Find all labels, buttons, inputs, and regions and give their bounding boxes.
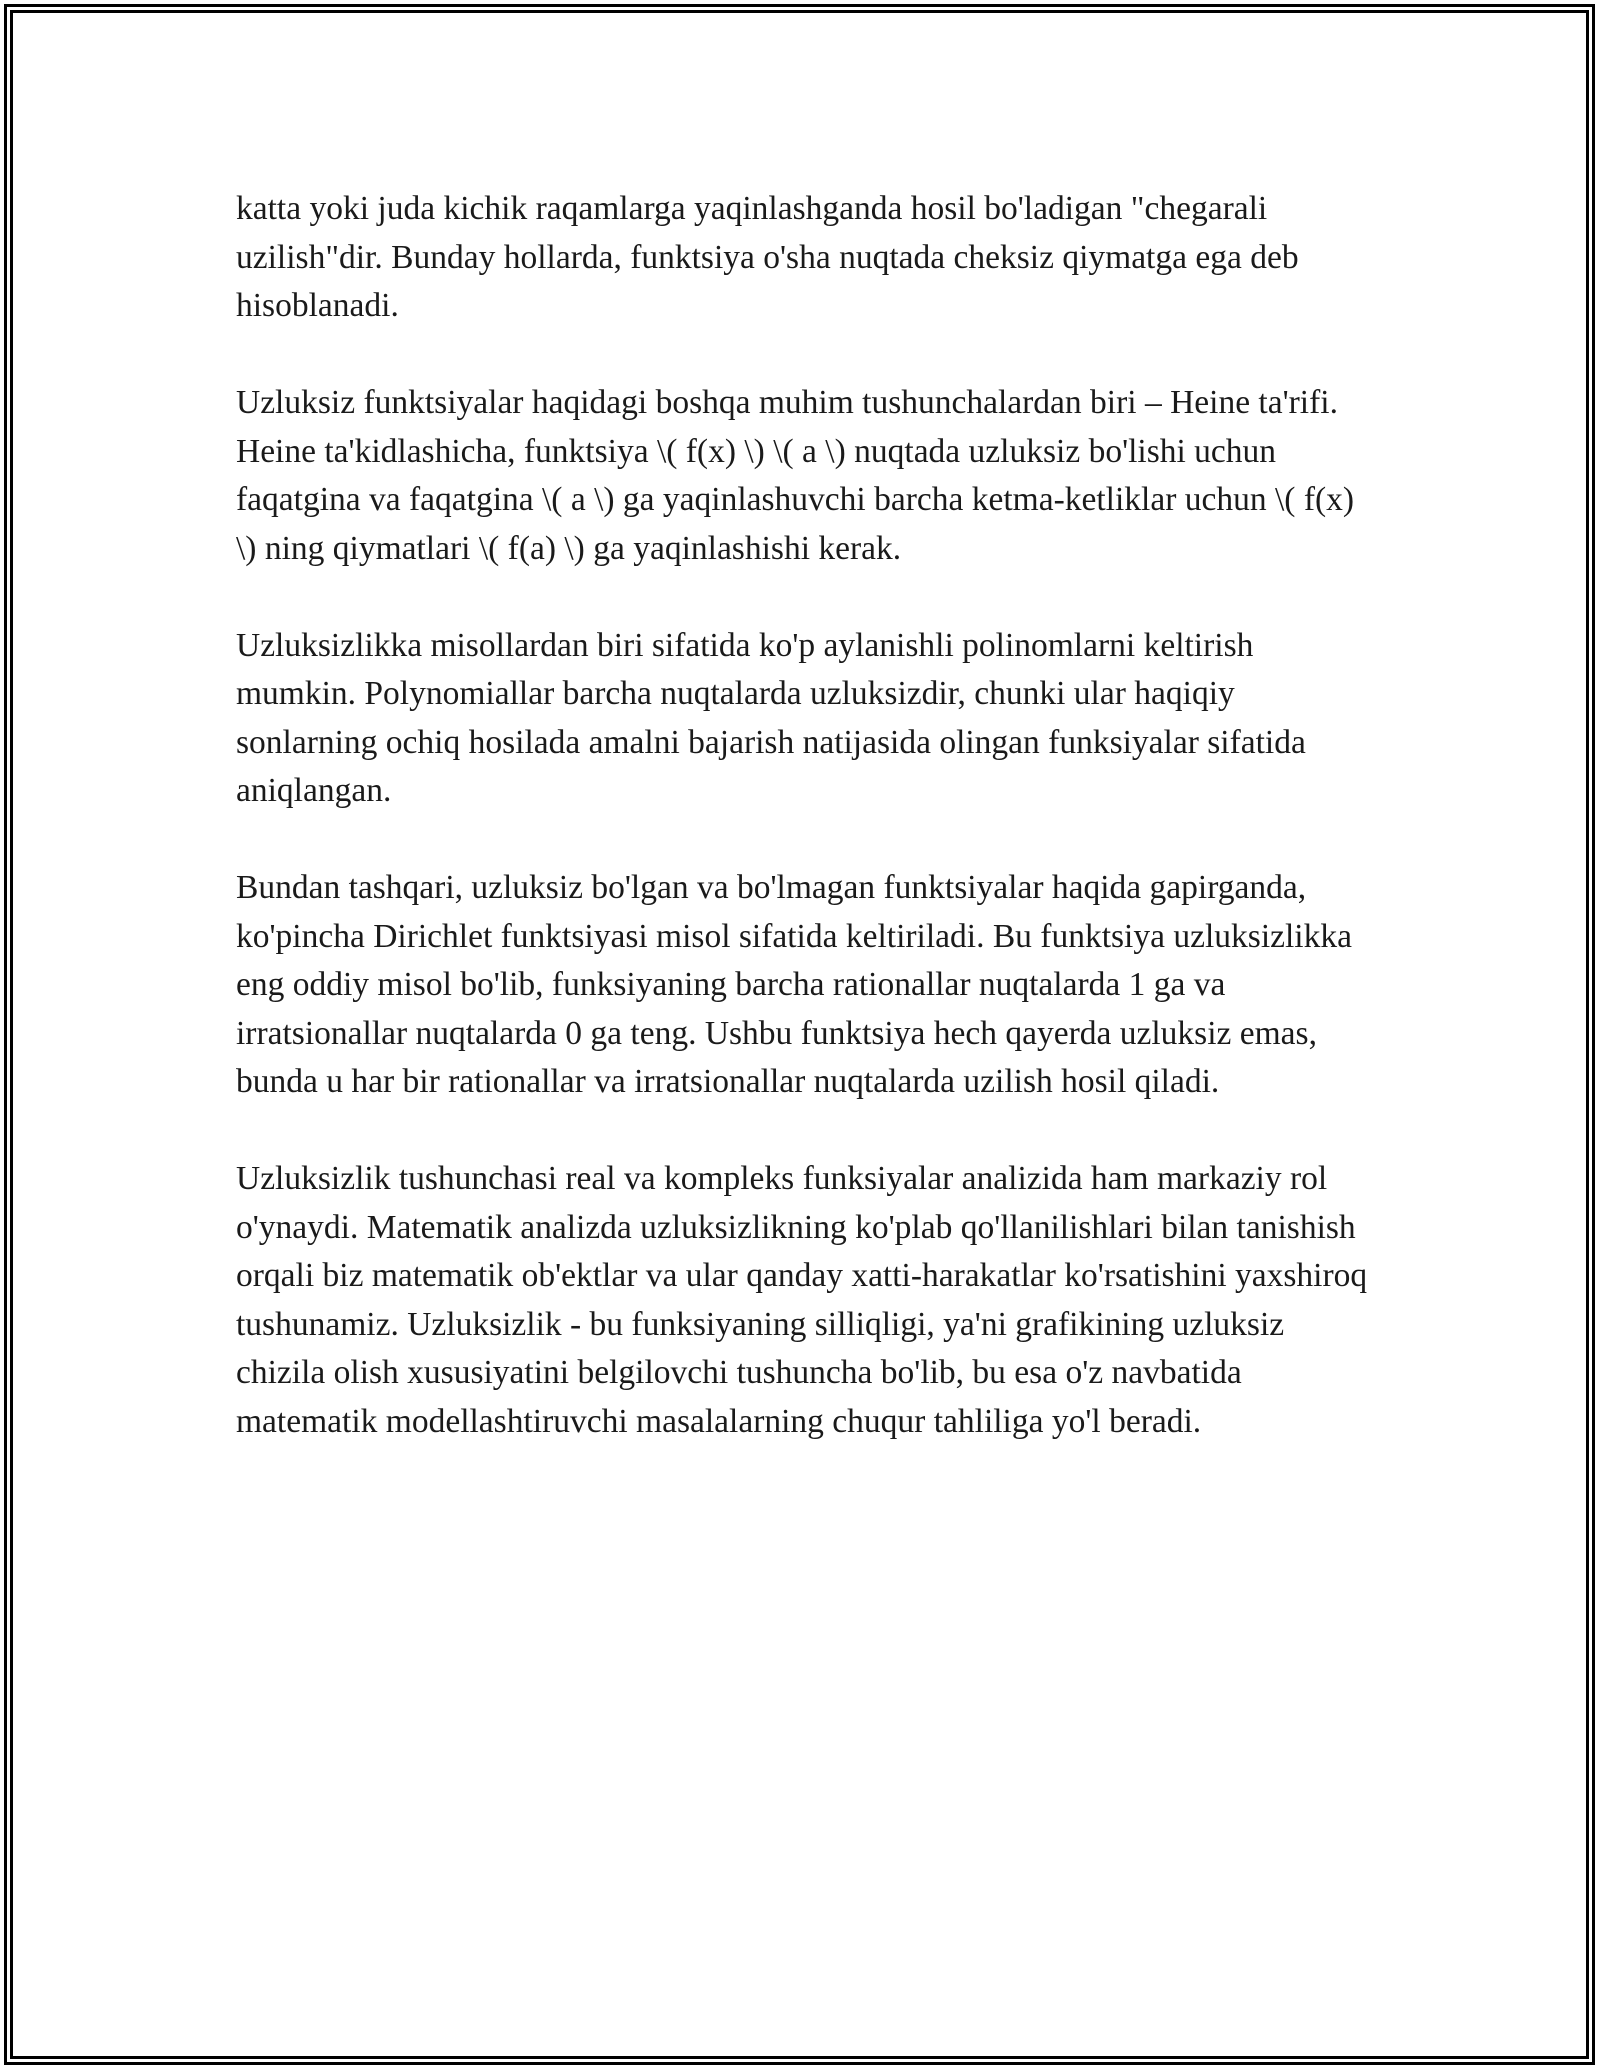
paragraph-5: Uzluksizlik tushunchasi real va kompleks funksiyalar analizida ham markaziy rol o'ynaydi. Matematik analizda uzluksizlikning ko'plab qo'llanilishlari bilan tanishish orqali biz matematik ob'ektlar va ular qanday xatti-harakatlar ko'rsatishini yaxshiroq tushunamiz. Uzluksizlik - bu funksiyaning silliqligi, ya'ni grafikining uzluksiz chizila olish xususiyatini belgilovchi tushuncha bo'lib, bu esa o'z navbatida matematik modellashtiruvchi masalalarning chuqur tahliliga yo'l beradi. <box>236 1160 1368 1440</box>
document-body <box>236 185 1376 1495</box>
paragraph-2: Uzluksiz funktsiyalar haqidagi boshqa muhim tushunchalardan biri – Heine ta'rifi. Heine ta'kidlashicha, funktsiya \( f(x) \) \( a \) nuqtada uzluksiz bo'lishi uchun faqatgina va faqatgina \( a \) ga yaqinlashuvchi barcha ketma-ketliklar uchun \( f(x) \) ning qiymatlari \( f(a) \) ga yaqinlashishi kerak. <box>236 384 1355 567</box>
paragraph-4: Bundan tashqari, uzluksiz bo'lgan va bo'lmagan funktsiyalar haqida gapirganda, ko'pincha Dirichlet funktsiyasi misol sifatida keltiriladi. Bu funktsiya uzluksizlikka eng oddiy misol bo'lib, funksiyaning barcha rationallar nuqtalarda 1 ga va irratsionallar nuqtalarda 0 ga teng. Ushbu funktsiya hech qayerda uzluksiz emas, bunda u har bir rationallar va irratsionallar nuqtalarda uzilish hosil qiladi. <box>236 869 1352 1100</box>
paragraph-3: Uzluksizlikka misollardan biri sifatida ko'p aylanishli polinomlarni keltirish mumkin. Polynomiallar barcha nuqtalarda uzluksizdir, chunki ular haqiqiy sonlarning ochiq hosilada amalni bajarish natijasida olingan funksiyalar sifatida aniqlangan. <box>236 626 1306 809</box>
paragraph-1: katta yoki juda kichik raqamlarga yaqinlashganda hosil bo'ladigan "chegarali uzilish"dir. Bunday hollarda, funktsiya o'sha nuqtada cheksiz qiymatga ega deb hisoblanadi. <box>236 190 1299 324</box>
